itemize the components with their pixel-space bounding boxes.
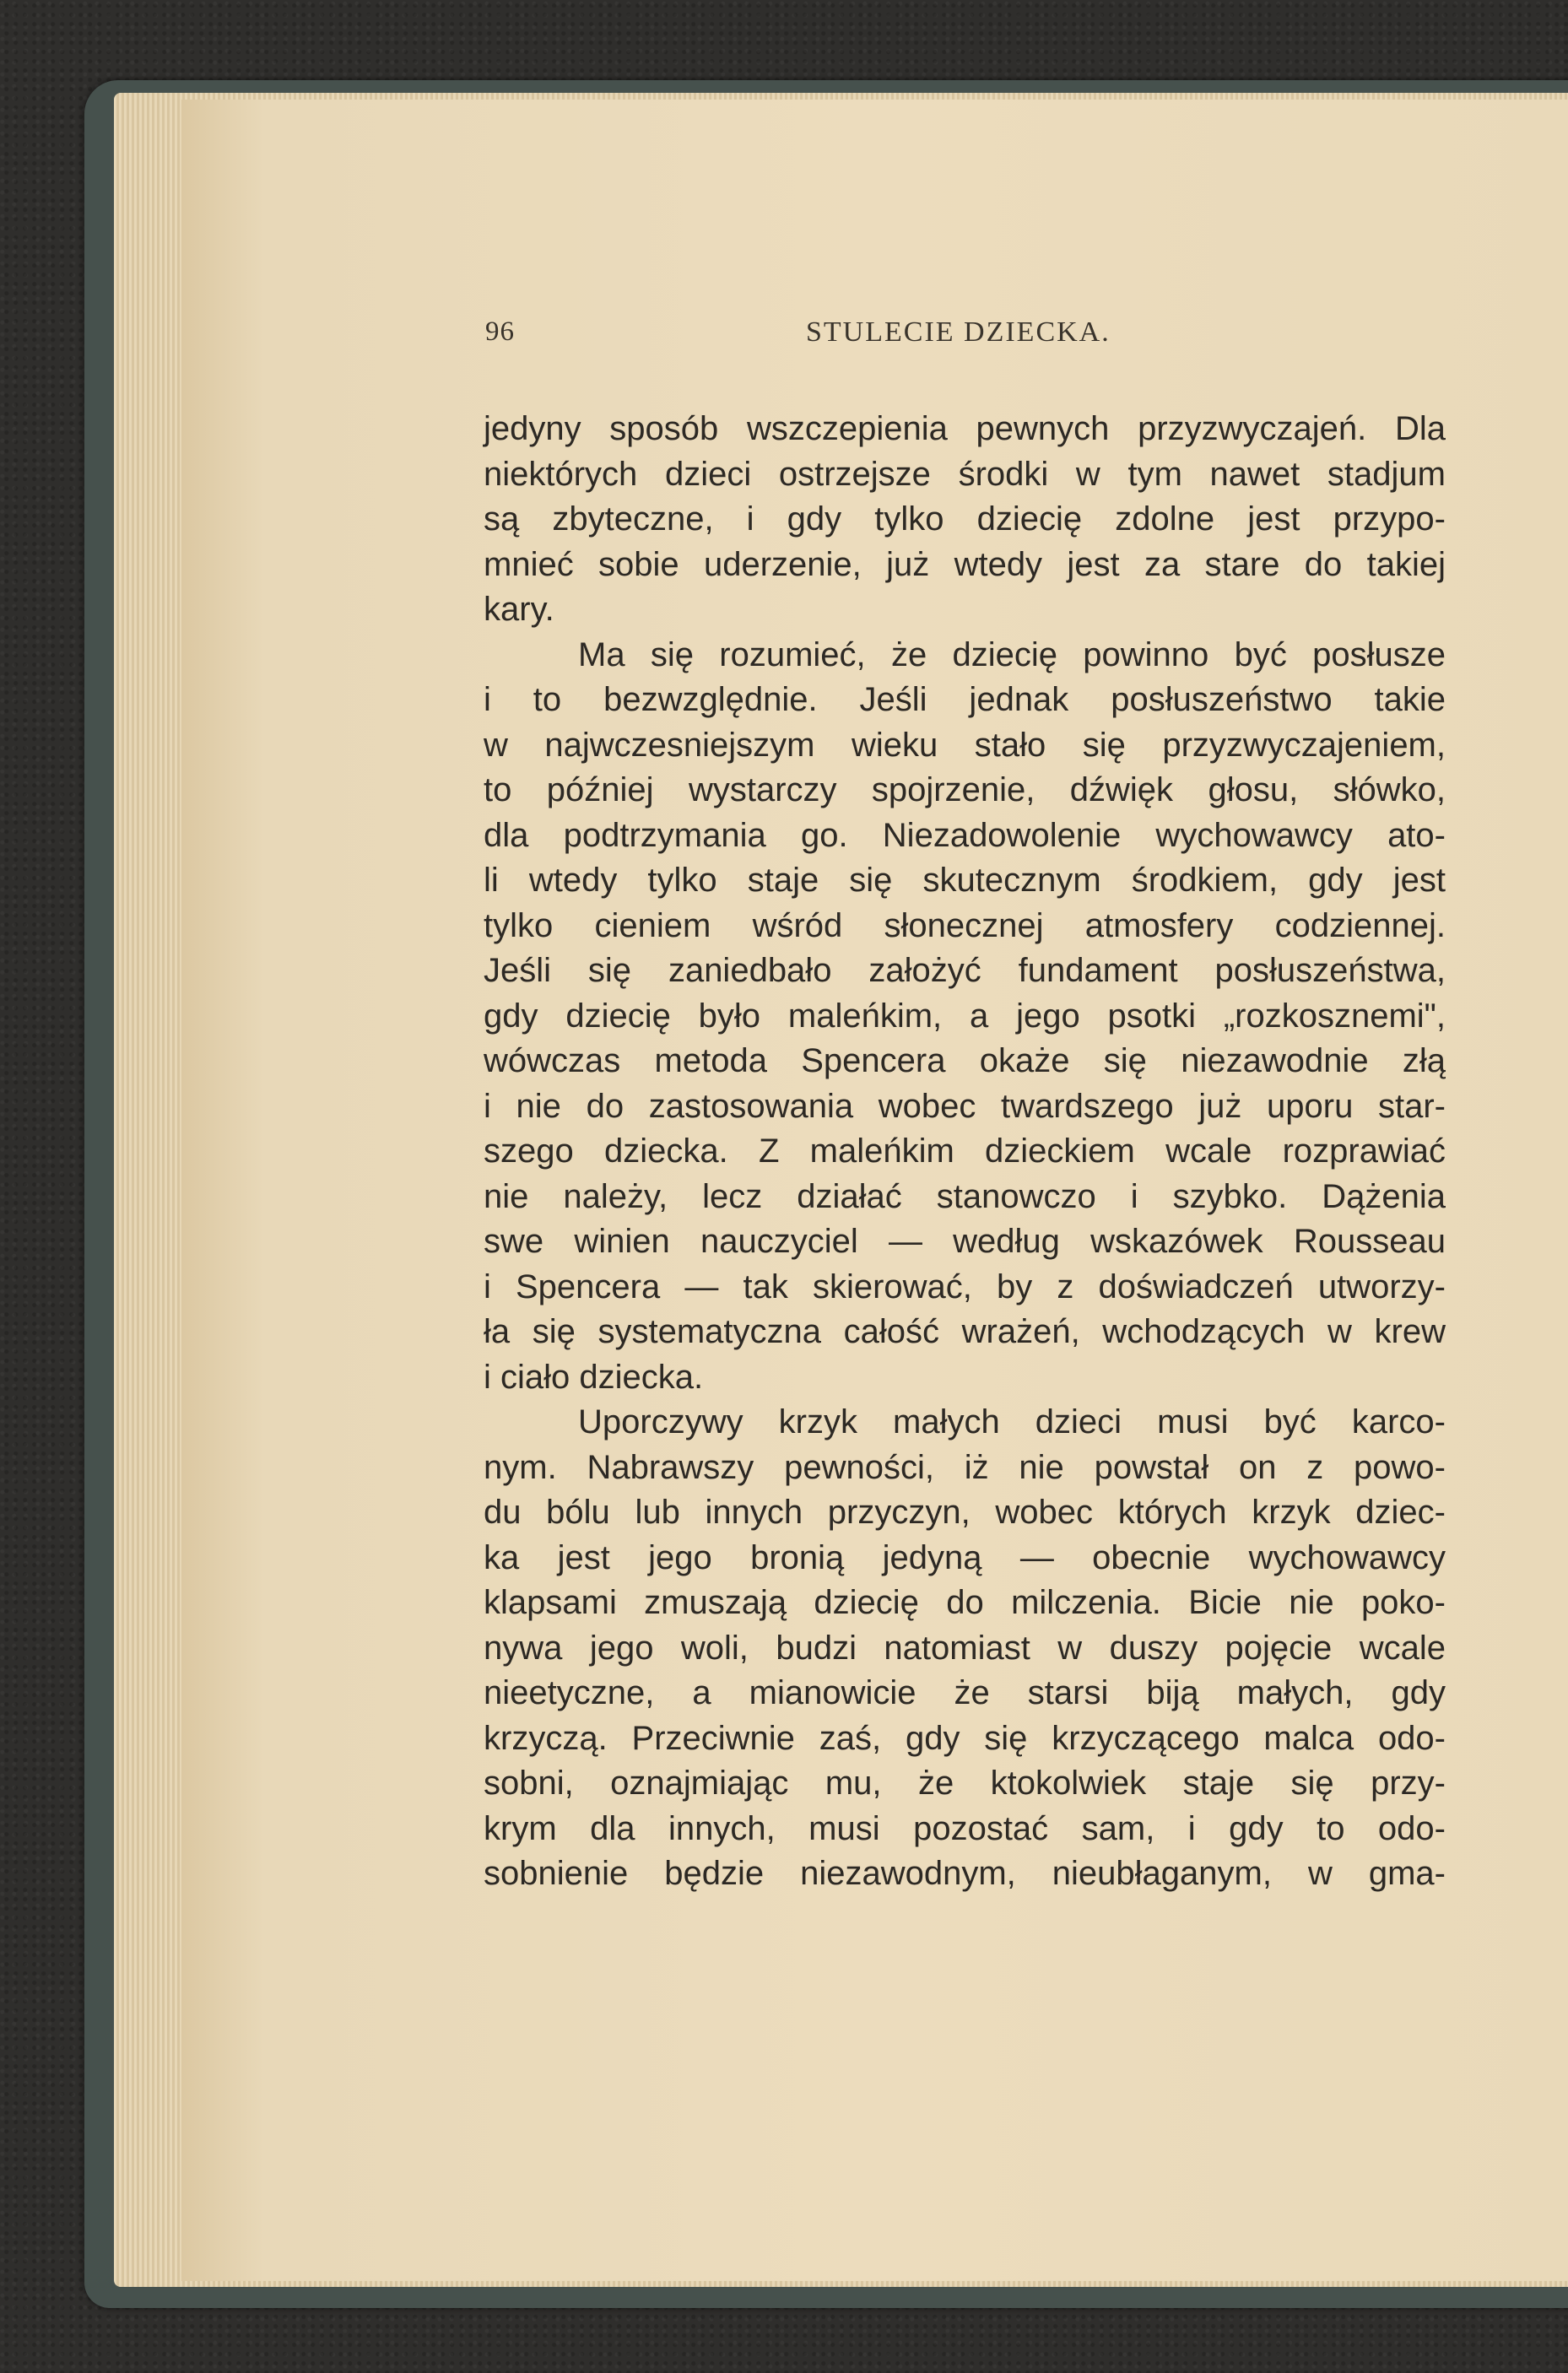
text-line: sobni, oznajmiając mu, że ktokolwiek staje się przy- [484, 1765, 1446, 1802]
text-line: nym. Nabrawszy pewności, iż nie powstał on z powo- [484, 1448, 1446, 1486]
text-line: li wtedy tylko staje się skutecznym środkiem, gdy jest [484, 862, 1446, 899]
text-line: gdy dziecię było maleńkim, a jego psotki „rozkosznemi", [484, 997, 1446, 1035]
text-line: i nie do zastosowania wobec twardszego już uporu star- [484, 1087, 1446, 1125]
text-line: du bólu lub innych przyczyn, wobec których krzyk dziec- [484, 1494, 1446, 1531]
text-line: ka jest jego bronią jedyną — obecnie wychowawcy [484, 1538, 1446, 1576]
page-number: 96 [485, 316, 515, 347]
text-line: wówczas metoda Spencera okaże się niezawodnie złą [484, 1042, 1446, 1079]
text-line: nieetyczne, a mianowicie że starsi biją małych, gdy [484, 1674, 1446, 1711]
text-line: klapsami zmuszają dziecię do milczenia. Bicie nie poko- [484, 1584, 1446, 1621]
text-line: Uporczywy krzyk małych dzieci musi być karco- [578, 1403, 1446, 1441]
running-title: STULECIE DZIECKA. [806, 316, 1111, 348]
page-header [485, 316, 1388, 359]
text-line: i ciało dziecka. [484, 1358, 704, 1396]
text-line: i to bezwzględnie. Jeśli jednak posłuszeństwo takie [484, 681, 1446, 718]
text-line: kary. [484, 591, 554, 628]
text-line: niektórych dzieci ostrzejsze środki w tym nawet stadjum [484, 455, 1446, 493]
text-line: dla podtrzymania go. Niezadowolenie wychowawcy ato- [484, 816, 1446, 854]
text-line: mnieć sobie uderzenie, już wtedy jest za stare do takiej [484, 545, 1446, 583]
text-line: krym dla innych, musi pozostać sam, i gdy to odo- [484, 1809, 1446, 1847]
text-line: swe winien nauczyciel — według wskazówek Rousseau [484, 1223, 1446, 1260]
text-line: tylko cieniem wśród słonecznej atmosfery codziennej. [484, 906, 1446, 944]
text-line: sobnienie będzie niezawodnym, nieubłaganym, w gma- [484, 1855, 1446, 1892]
text-line: nie należy, lecz działać stanowczo i szybko. Dążenia [484, 1177, 1446, 1215]
text-line: nywa jego woli, budzi natomiast w duszy pojęcie wcale [484, 1629, 1446, 1667]
text-line: Ma się rozumieć, że dziecię powinno być posłusze [578, 635, 1446, 673]
text-line: jedyny sposób wszczepienia pewnych przyzwyczajeń. Dla [484, 410, 1446, 447]
text-line: Jeśli się zaniedbało założyć fundament posłuszeństwa, [484, 952, 1446, 989]
text-line: i Spencera — tak skierować, by z doświadczeń utworzy- [484, 1268, 1446, 1305]
text-line: to później wystarczy spojrzenie, dźwięk głosu, słówko, [484, 771, 1446, 808]
text-line: są zbyteczne, i gdy tylko dziecię zdolne jest przypo- [484, 500, 1446, 538]
text-line: ła się systematyczna całość wrażeń, wchodzących w krew [484, 1313, 1446, 1350]
text-line: krzyczą. Przeciwnie zaś, gdy się krzyczącego malca odo- [484, 1719, 1446, 1757]
text-line: szego dziecka. Z maleńkim dzieckiem wcale rozprawiać [484, 1132, 1446, 1170]
text-line: w najwczesniejszym wieku stało się przyzwyczajeniem, [484, 726, 1446, 764]
body-text [484, 407, 1446, 1897]
